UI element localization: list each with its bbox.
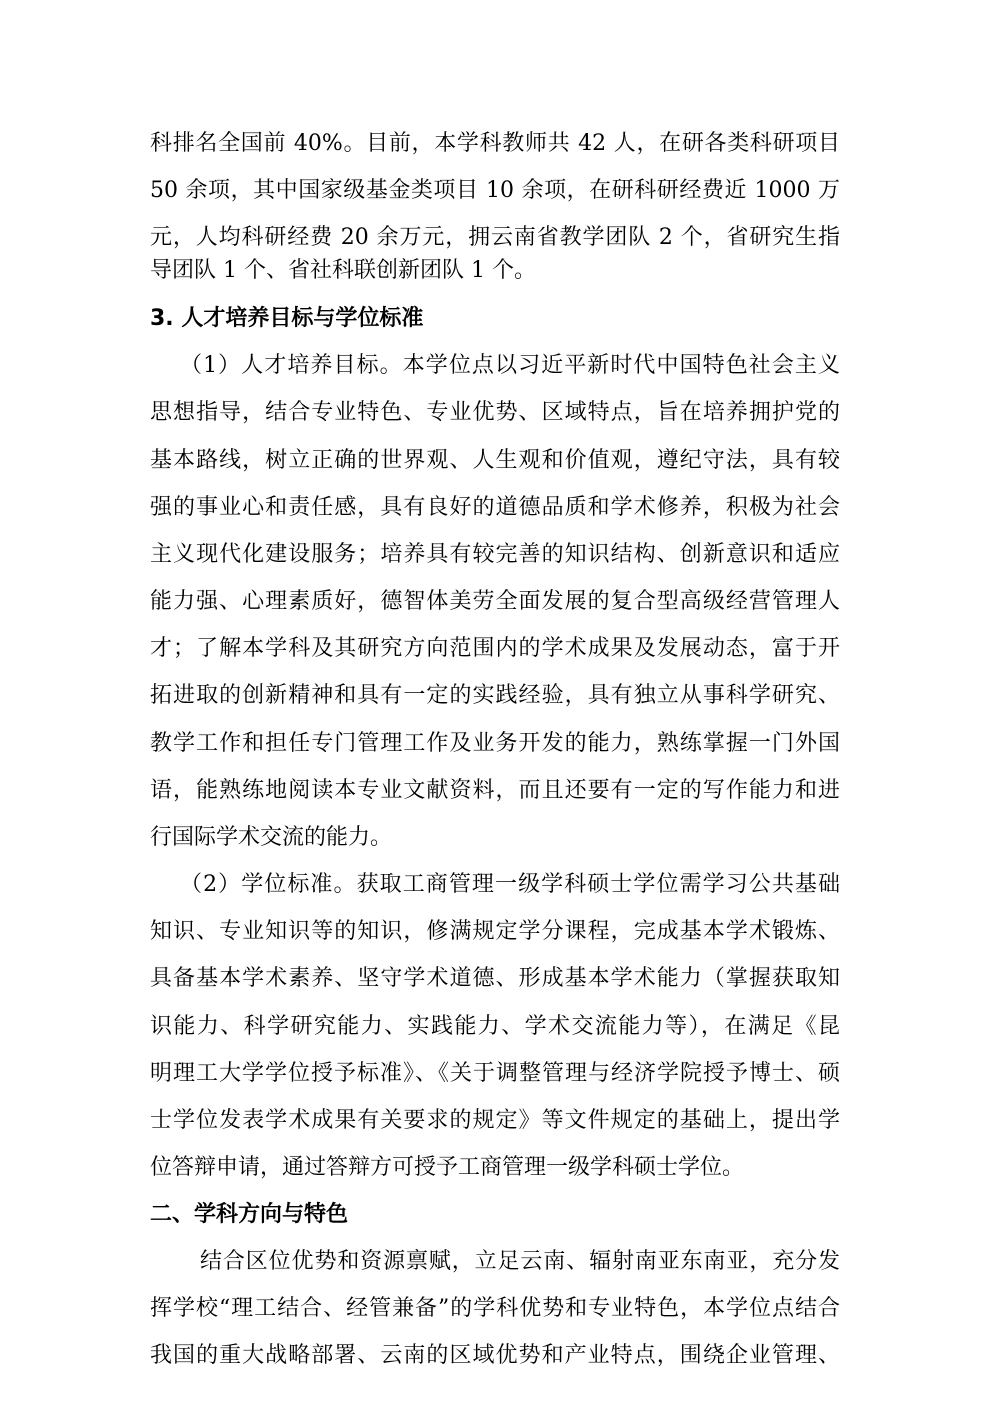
body-text-line: 位答辩申请，通过答辩方可授予工商管理一级学科硕士学位。 — [150, 1155, 745, 1180]
body-text-line: 语，能熟练地阅读本专业文献资料，而且还要有一定的写作能力和进 — [150, 778, 840, 803]
body-text-line: 科排名全国前 40%。目前，本学科教师共 42 人，在研各类科研项目 — [150, 131, 840, 156]
body-text-line: 才；了解本学科及其研究方向范围内的学术成果及发展动态，富于开 — [150, 636, 840, 661]
section-heading: 二、学科方向与特色 — [150, 1202, 349, 1227]
body-text-line: 明理工大学学位授予标准》、《关于调整管理与经济学院授予博士、硕 — [150, 1061, 840, 1086]
body-text-line: 拓进取的创新精神和具有一定的实践经验，具有独立从事科学研究、 — [150, 683, 840, 708]
body-text-line: 具备基本学术素养、坚守学术道德、形成基本学术能力（掌握获取知 — [150, 966, 840, 991]
body-text-line: 导团队 1 个、省社科联创新团队 1 个。 — [150, 258, 536, 283]
body-text-line: 50 余项，其中国家级基金类项目 10 余项，在研科研经费近 1000 万 — [150, 178, 840, 203]
body-text-line: 主义现代化建设服务；培养具有较完善的知识结构、创新意识和适应 — [150, 542, 840, 567]
body-text-line: 教学工作和担任专门管理工作及业务开发的能力，熟练掌握一门外国 — [150, 731, 840, 756]
section-heading: 3. 人才培养目标与学位标准 — [150, 306, 424, 331]
body-text-line: 士学位发表学术成果有关要求的规定》等文件规定的基础上，提出学 — [150, 1108, 840, 1133]
body-text-line: 能力强、心理素质好，德智体美劳全面发展的复合型高级经营管理人 — [150, 589, 840, 614]
body-text-line: 识能力、科学研究能力、实践能力、学术交流能力等），在满足《昆 — [150, 1014, 840, 1039]
body-text-line: 基本路线，树立正确的世界观、人生观和价值观，遵纪守法，具有较 — [150, 448, 840, 473]
body-text-line: （1）人才培养目标。本学位点以习近平新时代中国特色社会主义 — [180, 353, 840, 378]
body-text-line: 元，人均科研经费 20 余万元，拥云南省教学团队 2 个，省研究生指 — [150, 225, 840, 250]
body-text-line: 挥学校“理工结合、经管兼备”的学科优势和专业特色，本学位点结合 — [150, 1296, 840, 1321]
body-text-line: 我国的重大战略部署、云南的区域优势和产业特点，围绕企业管理、 — [150, 1343, 840, 1368]
body-text-line: 结合区位优势和资源禀赋，立足云南、辐射南亚东南亚，充分发 — [200, 1249, 840, 1274]
body-text-line: 行国际学术交流的能力。 — [150, 825, 393, 850]
body-text-line: （2）学位标准。获取工商管理一级学科硕士学位需学习公共基础 — [180, 872, 840, 897]
body-text-line: 思想指导，结合专业特色、专业优势、区域特点，旨在培养拥护党的 — [150, 400, 840, 425]
body-text-line: 强的事业心和责任感，具有良好的道德品质和学术修养，积极为社会 — [150, 495, 840, 520]
body-text-line: 知识、专业知识等的知识，修满规定学分课程，完成基本学术锻炼、 — [150, 919, 840, 944]
